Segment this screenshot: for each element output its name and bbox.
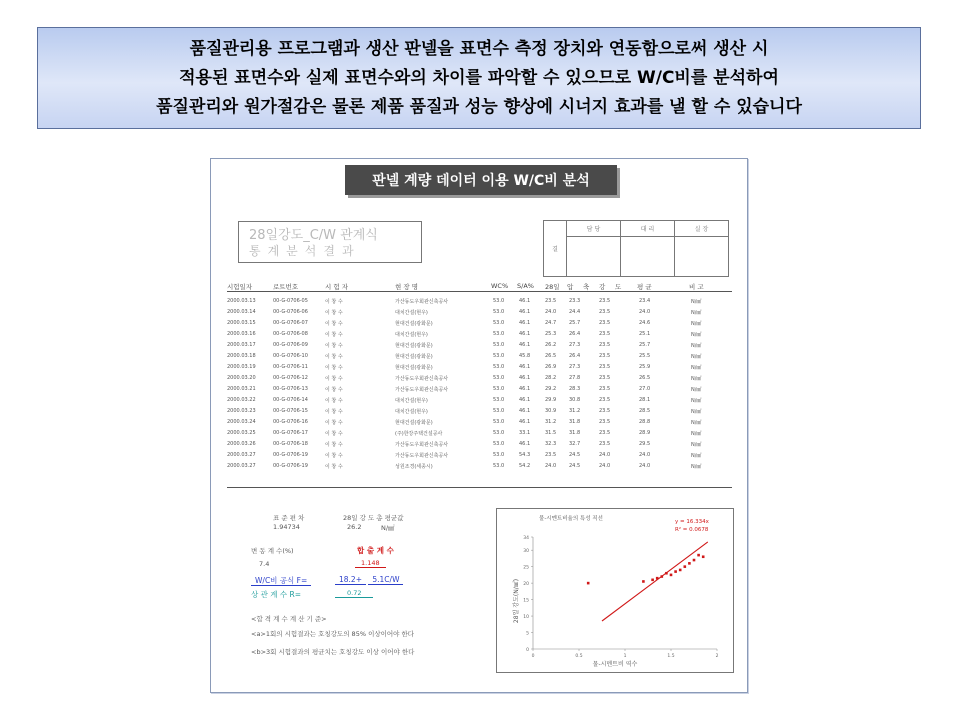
statistics-title-box — [238, 221, 422, 263]
table-cell: 이 창 수 — [325, 332, 343, 338]
table-cell: 24.4 — [569, 309, 581, 315]
criteria-title: <합 격 계 수 계 산 기 준> — [251, 615, 327, 623]
table-cell: 2000.03.26 — [227, 441, 256, 447]
table-row — [227, 439, 732, 450]
table-cell: 23.5 — [599, 441, 611, 447]
table-row — [227, 417, 732, 428]
table-cell: 이 창 수 — [325, 387, 343, 393]
table-cell: 27.3 — [569, 342, 581, 348]
data-point — [684, 565, 687, 568]
table-row — [227, 329, 732, 340]
y-tick-label: 5 — [526, 631, 529, 637]
table-cell: 24.5 — [569, 452, 581, 458]
cv-value: 7.4 — [259, 560, 270, 568]
table-cell: 23.5 — [545, 298, 557, 304]
banner-line-3: 품질관리와 원가절감은 물론 제품 품질과 성능 향상에 시너지 효과를 낼 할 수 있습니다 — [156, 96, 802, 117]
table-row — [227, 362, 732, 373]
data-point — [587, 582, 590, 585]
table-cell: 32.7 — [569, 441, 581, 447]
table-cell: 24.0 — [599, 452, 611, 458]
table-cell: N/㎟ — [691, 453, 702, 459]
data-table-body — [227, 296, 732, 472]
table-cell: 53.0 — [493, 342, 505, 348]
table-cell: 00-G-0706-12 — [273, 375, 308, 381]
chart-title: 물-시멘트비율의 특성 직선 — [539, 516, 603, 522]
table-cell: 00-G-0706-19 — [273, 452, 308, 458]
table-cell: 25.9 — [639, 364, 651, 370]
cv-label: 변 동 계 수(%) — [251, 547, 294, 555]
table-cell: 00-G-0706-06 — [273, 309, 308, 315]
approval-header-1: 담 당 — [566, 221, 620, 237]
table-cell: 31.2 — [569, 408, 581, 414]
approval-sign-1 — [566, 237, 620, 276]
table-cell: 28.1 — [639, 397, 651, 403]
table-cell: 23.5 — [599, 309, 611, 315]
table-cell: N/㎟ — [691, 365, 702, 371]
table-bottom-rule — [227, 487, 732, 488]
table-cell: 53.0 — [493, 309, 505, 315]
table-cell: 28.8 — [639, 419, 651, 425]
column-header: 시 험 자 — [325, 283, 348, 291]
table-cell: 이 창 수 — [325, 376, 343, 382]
data-point — [642, 580, 645, 583]
pass-coefficient-label: 합 출 계 수 — [357, 546, 394, 555]
table-cell: 30.8 — [569, 397, 581, 403]
table-cell: 23.3 — [569, 298, 581, 304]
table-cell: 25.5 — [639, 353, 651, 359]
table-row — [227, 340, 732, 351]
correlation-value: 0.72 — [335, 589, 373, 598]
table-cell: 24.0 — [639, 463, 651, 469]
column-header: 도 — [615, 283, 622, 291]
table-cell: 2000.03.22 — [227, 397, 256, 403]
table-cell: 이 창 수 — [325, 420, 343, 426]
table-cell: 대치간설(현우) — [395, 409, 428, 415]
table-cell: 24.5 — [569, 463, 581, 469]
table-row — [227, 384, 732, 395]
table-cell: N/㎟ — [691, 376, 702, 382]
table-cell: 23.5 — [599, 320, 611, 326]
table-cell: 이 창 수 — [325, 321, 343, 327]
table-cell: 28.5 — [639, 408, 651, 414]
approval-sign-3 — [674, 237, 728, 276]
table-cell: 가산동도우회관신축공사 — [395, 442, 449, 448]
table-cell: 53.0 — [493, 419, 505, 425]
table-cell: 00-G-0706-08 — [273, 331, 308, 337]
table-cell: 23.5 — [599, 386, 611, 392]
data-point — [651, 579, 654, 582]
table-cell: 대치간설(현우) — [395, 332, 428, 338]
table-cell: N/㎟ — [691, 387, 702, 393]
std-dev-label: 표 준 편 차 — [273, 514, 305, 522]
y-tick-label: 34 — [523, 536, 529, 541]
table-cell: 25.3 — [545, 331, 557, 337]
table-cell: 46.1 — [519, 298, 531, 304]
table-cell: 현대건설(광화문) — [395, 365, 433, 371]
table-cell: 23.5 — [599, 419, 611, 425]
table-cell: 가산동도우회관신축공사 — [395, 453, 449, 459]
scatter-plot — [497, 509, 733, 672]
y-tick-label: 30 — [523, 549, 529, 555]
table-cell: 46.1 — [519, 408, 531, 414]
table-cell: 29.2 — [545, 386, 557, 392]
table-cell: N/㎟ — [691, 420, 702, 426]
table-cell: 2000.03.13 — [227, 298, 256, 304]
table-cell: 23.5 — [599, 342, 611, 348]
table-cell: 23.5 — [599, 364, 611, 370]
table-cell: 대치간설(현우) — [395, 398, 428, 404]
table-cell: 00-G-0706-17 — [273, 430, 308, 436]
x-tick-label: 1.5 — [667, 654, 675, 659]
table-cell: 25.7 — [569, 320, 581, 326]
table-cell: 이 창 수 — [325, 310, 343, 316]
criteria-note-b: <b>3회 시험결과의 평균치는 호칭강도 이상 이어야 한다 — [251, 648, 415, 656]
data-point — [656, 577, 659, 580]
data-point — [697, 554, 700, 557]
table-cell: 00-G-0706-13 — [273, 386, 308, 392]
table-row — [227, 450, 732, 461]
table-cell: 31.8 — [569, 419, 581, 425]
table-cell: 2000.03.17 — [227, 342, 256, 348]
table-cell: 현대건설(광화문) — [395, 420, 433, 426]
table-cell: N/㎟ — [691, 464, 702, 470]
data-point — [670, 574, 673, 577]
column-header: 압 — [567, 283, 574, 291]
table-cell: 46.1 — [519, 309, 531, 315]
table-cell: 53.0 — [493, 320, 505, 326]
table-cell: 24.0 — [599, 463, 611, 469]
table-cell: 2000.03.27 — [227, 463, 256, 469]
statistics-heading: 28일강도_C/W 관계식 — [249, 228, 378, 243]
table-row — [227, 461, 732, 472]
table-cell: N/㎟ — [691, 299, 702, 305]
column-header: 축 — [583, 283, 590, 291]
table-cell: N/㎟ — [691, 343, 702, 349]
x-tick-label: 0.5 — [575, 654, 583, 659]
table-cell: 00-G-0706-10 — [273, 353, 308, 359]
table-cell: 24.0 — [639, 309, 651, 315]
y-tick-label: 15 — [523, 598, 529, 604]
table-cell: 가산동도우회관신축공사 — [395, 387, 449, 393]
x-tick-label: 0 — [531, 654, 535, 659]
table-row — [227, 428, 732, 439]
table-cell: 이 창 수 — [325, 365, 343, 371]
table-cell: N/㎟ — [691, 409, 702, 415]
table-cell: 46.1 — [519, 320, 531, 326]
table-cell: 53.0 — [493, 430, 505, 436]
table-cell: 24.0 — [545, 463, 557, 469]
banner-line-1: 품질관리용 프로그램과 생산 판넬을 표면수 측정 장치와 연동함으로써 생산 시 — [189, 38, 769, 59]
table-cell: 46.1 — [519, 375, 531, 381]
table-cell: 00-G-0706-19 — [273, 463, 308, 469]
table-cell: 53.0 — [493, 353, 505, 359]
table-cell: 46.1 — [519, 386, 531, 392]
table-cell: 2000.03.21 — [227, 386, 256, 392]
table-cell: 00-G-0706-18 — [273, 441, 308, 447]
table-cell: 이 창 수 — [325, 409, 343, 415]
y-tick-label: 20 — [523, 582, 529, 588]
table-cell: 53.0 — [493, 452, 505, 458]
description-banner — [37, 27, 921, 129]
y-tick-label: 0 — [526, 648, 529, 653]
table-cell: 이 창 수 — [325, 354, 343, 360]
table-row — [227, 406, 732, 417]
table-cell: 54.2 — [519, 463, 531, 469]
table-cell: 27.0 — [639, 386, 651, 392]
trendline — [602, 542, 708, 621]
table-cell: 53.0 — [493, 397, 505, 403]
table-cell: 28.9 — [639, 430, 651, 436]
table-cell: 26.2 — [545, 342, 557, 348]
table-cell: 23.5 — [599, 430, 611, 436]
table-cell: 23.5 — [599, 298, 611, 304]
approval-sign-2 — [620, 237, 674, 276]
table-row — [227, 395, 732, 406]
table-cell: 23.5 — [599, 331, 611, 337]
table-cell: 45.8 — [519, 353, 531, 359]
y-axis-label: 28일 강도(N/㎟) — [513, 578, 520, 624]
table-row — [227, 296, 732, 307]
table-cell: 대치간설(현우) — [395, 310, 428, 316]
table-cell: 00-G-0706-05 — [273, 298, 308, 304]
table-cell: (주)한강주택건설공사 — [395, 431, 443, 437]
table-cell: 30.9 — [545, 408, 557, 414]
table-cell: 이 창 수 — [325, 398, 343, 404]
table-cell: 46.1 — [519, 342, 531, 348]
data-point — [702, 555, 705, 558]
table-cell: N/㎟ — [691, 321, 702, 327]
table-cell: 53.0 — [493, 331, 505, 337]
table-cell: 27.3 — [569, 364, 581, 370]
table-cell: 23.5 — [599, 408, 611, 414]
analysis-document — [210, 158, 748, 693]
table-cell: 53.0 — [493, 364, 505, 370]
table-row — [227, 307, 732, 318]
table-cell: 25.1 — [639, 331, 651, 337]
y-tick-label: 25 — [523, 565, 529, 571]
table-cell: 이 창 수 — [325, 299, 343, 305]
wc-formula-value: 18.2+ — [335, 575, 366, 585]
column-header: 시험일자 — [227, 283, 253, 291]
table-cell: 31.2 — [545, 419, 557, 425]
table-cell: N/㎟ — [691, 332, 702, 338]
column-header: 강 — [599, 283, 606, 291]
table-cell: 27.8 — [569, 375, 581, 381]
x-tick-label: 1 — [623, 654, 627, 659]
table-cell: 23.4 — [639, 298, 651, 304]
data-point — [661, 575, 664, 578]
table-header — [227, 282, 732, 292]
table-cell: N/㎟ — [691, 431, 702, 437]
table-cell: 26.4 — [569, 331, 581, 337]
table-cell: 이 창 수 — [325, 464, 343, 470]
table-cell: 가산동도우회관신축공사 — [395, 299, 449, 305]
table-cell: 2000.03.19 — [227, 364, 256, 370]
table-cell: 현대건설(광화문) — [395, 354, 433, 360]
column-header: 28일 — [545, 283, 560, 291]
wc-ratio-chart — [496, 508, 734, 673]
trendline-equation: y = 16.334x — [675, 519, 709, 525]
table-cell: 53.0 — [493, 408, 505, 414]
table-cell: 23.5 — [545, 452, 557, 458]
approval-header-3: 실 장 — [674, 221, 728, 237]
approval-stamp-box — [543, 220, 729, 277]
column-header: 평 균 — [637, 283, 652, 291]
average-label: 28일 강 도 총 평균값 — [343, 514, 404, 522]
column-header: 로트번호 — [273, 283, 299, 291]
table-cell: 23.5 — [599, 375, 611, 381]
statistics-subheading: 통계분석결과 — [249, 244, 361, 258]
criteria-note-a: <a>1회의 시험결과는 호칭강도의 85% 이상이어야 한다 — [251, 630, 415, 638]
table-cell: 2000.03.20 — [227, 375, 256, 381]
table-cell: 26.9 — [545, 364, 557, 370]
document-title: 판넬 계량 데이터 이용 W/C비 분석 — [345, 165, 617, 195]
trendline-r2: R² = 0.0678 — [675, 527, 709, 533]
pass-coefficient-value: 1.148 — [355, 559, 386, 568]
table-cell: 53.0 — [493, 441, 505, 447]
data-point — [693, 559, 696, 562]
table-cell: 00-G-0706-16 — [273, 419, 308, 425]
table-cell: 24.6 — [639, 320, 651, 326]
table-cell: 23.5 — [599, 397, 611, 403]
table-cell: 26.5 — [545, 353, 557, 359]
column-header: WC% — [491, 282, 509, 290]
correlation-label: 상 관 계 수 R= — [251, 590, 302, 599]
table-cell: 33.1 — [519, 430, 531, 436]
table-cell: 현대건설(광화문) — [395, 321, 433, 327]
table-cell: 31.5 — [545, 430, 557, 436]
table-cell: 24.0 — [639, 452, 651, 458]
table-cell: 46.1 — [519, 331, 531, 337]
data-point — [679, 569, 682, 572]
table-cell: 이 창 수 — [325, 442, 343, 448]
table-row — [227, 373, 732, 384]
table-cell: 2000.03.14 — [227, 309, 256, 315]
table-cell: 이 창 수 — [325, 343, 343, 349]
table-cell: 29.9 — [545, 397, 557, 403]
table-cell: 23.5 — [599, 353, 611, 359]
std-dev-value: 1.94734 — [273, 523, 300, 531]
approval-lead: 결 — [552, 246, 558, 253]
table-cell: 이 창 수 — [325, 431, 343, 437]
table-cell: 46.1 — [519, 419, 531, 425]
table-cell: 26.4 — [569, 353, 581, 359]
table-cell: 24.7 — [545, 320, 557, 326]
table-cell: 46.1 — [519, 364, 531, 370]
table-cell: 53.0 — [493, 375, 505, 381]
table-cell: 46.1 — [519, 441, 531, 447]
table-cell: 31.8 — [569, 430, 581, 436]
average-value: 26.2 — [347, 523, 362, 531]
table-cell: 25.7 — [639, 342, 651, 348]
table-cell: 2000.03.15 — [227, 320, 256, 326]
table-row — [227, 351, 732, 362]
table-cell: 00-G-0706-09 — [273, 342, 308, 348]
table-cell: N/㎟ — [691, 398, 702, 404]
table-cell: N/㎟ — [691, 442, 702, 448]
table-cell: N/㎟ — [691, 354, 702, 360]
table-cell: 2000.03.18 — [227, 353, 256, 359]
table-cell: 26.5 — [639, 375, 651, 381]
table-cell: 00-G-0706-11 — [273, 364, 308, 370]
column-header: S/A% — [517, 282, 534, 290]
table-cell: 46.1 — [519, 397, 531, 403]
table-cell: 2000.03.24 — [227, 419, 256, 425]
table-cell: 2000.03.25 — [227, 430, 256, 436]
column-header: 비 고 — [689, 283, 704, 291]
table-cell: 현대건설(광화문) — [395, 343, 433, 349]
table-cell: 54.3 — [519, 452, 531, 458]
data-point — [674, 570, 677, 573]
x-tick-label: 2 — [715, 654, 719, 659]
y-tick-label: 10 — [523, 615, 529, 621]
table-cell: 2000.03.16 — [227, 331, 256, 337]
table-cell: 24.0 — [545, 309, 557, 315]
table-cell: 53.0 — [493, 298, 505, 304]
column-header: 현 장 명 — [395, 283, 418, 291]
table-cell: 28.3 — [569, 386, 581, 392]
table-cell: 가산동도우회관신축공사 — [395, 376, 449, 382]
table-cell: 53.0 — [493, 386, 505, 392]
table-cell: 32.3 — [545, 441, 557, 447]
table-cell: N/㎟ — [691, 310, 702, 316]
table-cell: 00-G-0706-14 — [273, 397, 308, 403]
data-point — [665, 572, 668, 575]
x-axis-label: 물-시멘트비 역수 — [592, 661, 638, 668]
table-cell: 성원조경(세종시) — [395, 464, 433, 470]
table-cell: 00-G-0706-07 — [273, 320, 308, 326]
approval-header-2: 대 리 — [620, 221, 674, 237]
wc-formula-value-2: 5.1C/W — [368, 575, 403, 585]
table-row — [227, 318, 732, 329]
table-cell: 2000.03.27 — [227, 452, 256, 458]
table-cell: 29.5 — [639, 441, 651, 447]
table-cell: 00-G-0706-15 — [273, 408, 308, 414]
average-unit: N/㎟ — [381, 524, 395, 532]
table-cell: 53.0 — [493, 463, 505, 469]
table-cell: 28.2 — [545, 375, 557, 381]
banner-line-2: 적용된 표면수와 실제 표면수와의 차이를 파악할 수 있으므로 W/C비를 분석하여 — [179, 67, 779, 88]
wc-formula-label: W/C비 공식 F= — [251, 576, 311, 586]
data-point — [688, 562, 691, 565]
table-cell: 2000.03.23 — [227, 408, 256, 414]
table-cell: 이 창 수 — [325, 453, 343, 459]
